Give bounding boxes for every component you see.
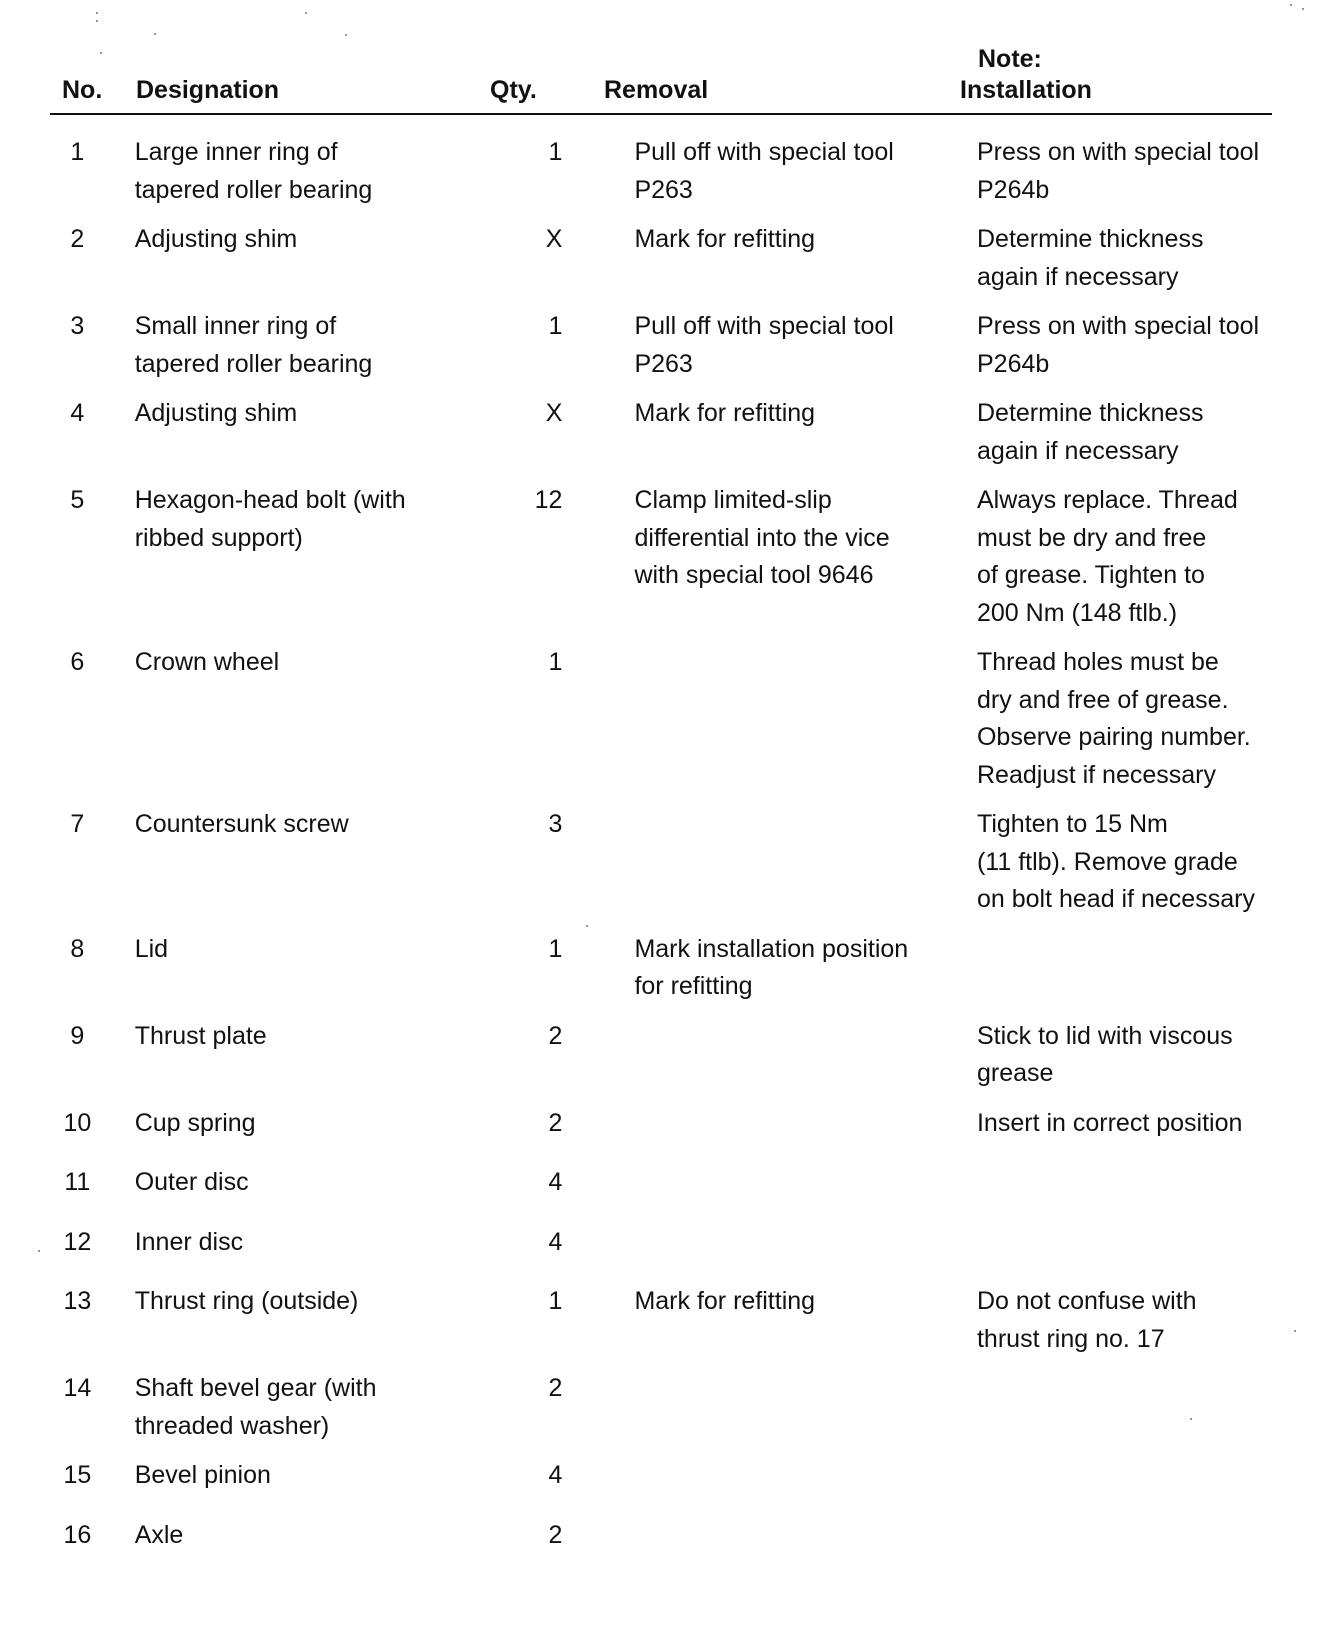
cell-no: 12	[63, 1227, 92, 1256]
cell-installation: Insert in correct position	[976, 1108, 1243, 1137]
cell-qty: 3	[548, 810, 563, 838]
cell-designation: Hexagon-head bolt (with ribbed support)	[134, 486, 406, 552]
cell-removal	[606, 1105, 947, 1143]
cell-qty: 4	[548, 1227, 563, 1256]
cell-designation: Inner disc	[134, 1227, 244, 1256]
cell-installation	[947, 1224, 1270, 1262]
cell-installation: Determine thickness again if necessary	[976, 225, 1204, 291]
table-row	[50, 221, 1270, 296]
cell-designation: Adjusting shim	[134, 225, 298, 253]
scan-speck	[38, 1250, 40, 1252]
scan-speck	[154, 33, 156, 35]
table-row	[50, 1105, 1270, 1143]
cell-qty: 1	[548, 1287, 563, 1315]
cell-designation: Adjusting shim	[134, 399, 298, 427]
scan-speck	[305, 12, 307, 14]
scan-speck	[96, 12, 98, 14]
cell-removal: Mark for refitting	[634, 399, 816, 427]
header-qty: Qty.	[490, 76, 537, 104]
scan-speck	[1294, 1330, 1296, 1332]
table-row	[50, 1224, 1270, 1262]
header-no: No.	[62, 76, 103, 104]
cell-removal: Pull off with special tool P263	[634, 138, 894, 204]
cell-no: 2	[70, 225, 85, 253]
header-removal: Removal	[604, 76, 709, 104]
cell-designation: Axle	[134, 1520, 184, 1549]
cell-removal	[606, 1457, 947, 1495]
cell-qty: 1	[548, 648, 563, 676]
cell-designation: Cup spring	[134, 1108, 256, 1137]
cell-qty: 1	[548, 138, 563, 166]
cell-qty: 4	[548, 1168, 563, 1196]
scan-speck	[1302, 8, 1304, 10]
cell-installation: Tighten to 15 Nm (11 ftlb). Remove grade on bolt head if necessary	[976, 810, 1255, 913]
cell-no: 7	[70, 810, 85, 838]
cell-designation: Thrust plate	[134, 1021, 267, 1050]
table-row	[50, 482, 1270, 632]
cell-designation: Crown wheel	[134, 648, 280, 676]
cell-removal	[606, 1224, 947, 1262]
cell-removal	[606, 806, 947, 919]
cell-installation	[947, 931, 1270, 1006]
scan-speck	[96, 20, 98, 22]
cell-removal	[606, 1018, 947, 1093]
cell-no: 4	[70, 399, 85, 427]
cell-qty: 2	[548, 1520, 563, 1549]
cell-removal: Pull off with special tool P263	[634, 312, 894, 378]
cell-qty: 2	[548, 1108, 563, 1137]
table-row	[50, 395, 1270, 470]
table-row	[50, 1457, 1270, 1495]
cell-qty: 4	[548, 1461, 563, 1489]
cell-designation: Bevel pinion	[134, 1461, 271, 1489]
cell-removal: Mark for refitting	[634, 225, 816, 253]
cell-qty: X	[545, 225, 563, 253]
cell-qty: 2	[548, 1021, 563, 1050]
cell-designation: Outer disc	[134, 1168, 249, 1196]
cell-removal: Mark for refitting	[634, 1287, 816, 1315]
table-row	[50, 1370, 1270, 1445]
cell-no: 10	[63, 1108, 92, 1137]
cell-installation: Stick to lid with viscous grease	[976, 1021, 1233, 1087]
cell-installation	[947, 1164, 1270, 1202]
cell-designation: Large inner ring of tapered roller bearing	[134, 138, 373, 204]
cell-no: 15	[63, 1461, 92, 1489]
table-header	[50, 40, 1270, 114]
cell-installation: Always replace. Thread must be dry and free of grease. Tighten to 200 Nm (148 ftlb.)	[976, 486, 1238, 627]
cell-designation: Lid	[134, 934, 169, 963]
cell-designation: Shaft bevel gear (with threaded washer)	[134, 1374, 377, 1440]
table-row	[50, 1018, 1270, 1093]
cell-no: 6	[70, 648, 85, 676]
cell-qty: 1	[548, 312, 563, 340]
cell-removal: Clamp limited-slip differential into the vice with special tool 9646	[634, 486, 890, 589]
cell-removal	[606, 644, 947, 794]
scan-speck	[1290, 4, 1292, 6]
cell-no: 16	[63, 1520, 92, 1549]
cell-no: 9	[70, 1021, 85, 1050]
cell-designation: Small inner ring of tapered roller bearing	[134, 312, 373, 378]
table-row	[50, 1283, 1270, 1358]
cell-installation: Thread holes must be dry and free of grease. Observe pairing number. Readjust if necessary	[976, 648, 1251, 789]
cell-no: 13	[63, 1287, 92, 1315]
header-installation: Installation	[960, 76, 1092, 104]
cell-no: 14	[63, 1374, 92, 1402]
parts-table-body	[50, 134, 1270, 1554]
cell-removal: Mark installation position for refitting	[634, 934, 909, 1000]
cell-removal	[606, 1164, 947, 1202]
table-row	[50, 806, 1270, 919]
table-row	[50, 644, 1270, 794]
scan-speck	[345, 34, 347, 36]
cell-installation: Press on with special tool P264b	[976, 312, 1260, 378]
cell-qty: 1	[548, 934, 563, 963]
header-designation: Designation	[136, 76, 280, 104]
cell-no: 1	[70, 138, 85, 166]
cell-designation: Countersunk screw	[134, 810, 349, 838]
cell-installation	[947, 1370, 1270, 1445]
cell-qty: 2	[548, 1374, 563, 1402]
cell-qty: 12	[534, 486, 563, 514]
header-note-installation	[960, 44, 1092, 106]
cell-removal	[606, 1370, 947, 1445]
cell-installation	[947, 1517, 1270, 1555]
cell-no: 8	[70, 934, 85, 963]
cell-installation: Press on with special tool P264b	[976, 138, 1260, 204]
cell-installation: Do not confuse with thrust ring no. 17	[976, 1287, 1197, 1353]
cell-designation: Thrust ring (outside)	[134, 1287, 359, 1315]
table-row	[50, 134, 1270, 209]
header-rule	[50, 113, 1272, 115]
cell-removal	[606, 1517, 947, 1555]
cell-no: 11	[64, 1168, 91, 1196]
table-row	[50, 308, 1270, 383]
header-note: Note:	[978, 45, 1042, 73]
cell-no: 3	[70, 312, 85, 340]
table-row	[50, 1517, 1270, 1555]
cell-no: 5	[70, 486, 85, 514]
cell-qty: X	[545, 399, 563, 427]
table-row	[50, 931, 1270, 1006]
table-row	[50, 1164, 1270, 1202]
cell-installation	[947, 1457, 1270, 1495]
cell-installation: Determine thickness again if necessary	[976, 399, 1204, 465]
